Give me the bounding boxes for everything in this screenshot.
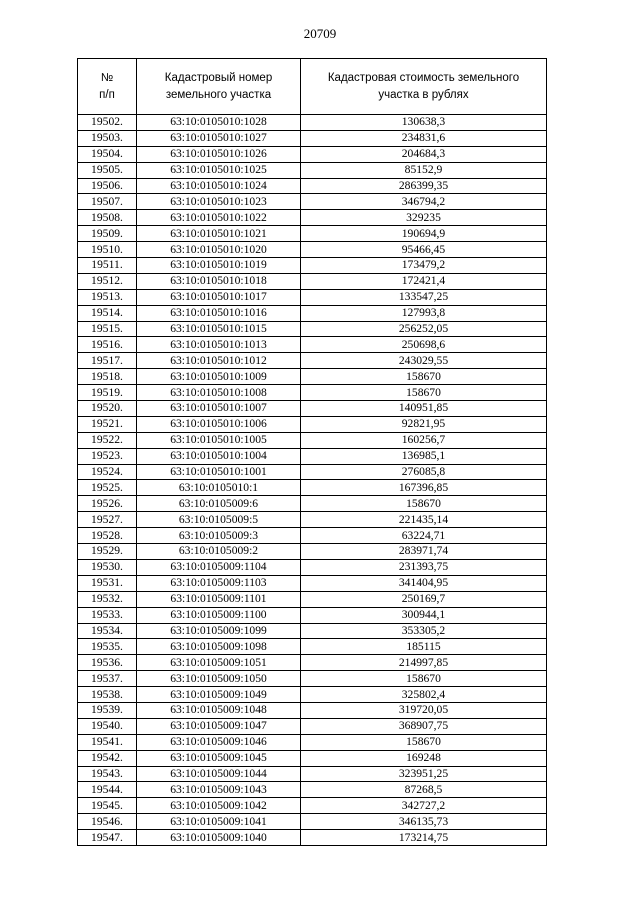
table-row [78,162,547,178]
cadastral-number-cell: 63:10:0105010:1022 [137,210,301,226]
cadastral-number-cell: 63:10:0105009:1101 [137,591,301,607]
row-number-cell: 19520. [78,401,137,417]
cadastral-value-table [77,58,547,846]
cadastral-number-cell: 63:10:0105009:1051 [137,655,301,671]
cadastral-number-cell: 63:10:0105010:1015 [137,321,301,337]
cadastral-value-cell: 346794,2 [301,194,547,210]
table-row [78,671,547,687]
cadastral-value-cell: 286399,35 [301,178,547,194]
row-number-cell: 19546. [78,814,137,830]
table-row [78,146,547,162]
row-number-cell: 19529. [78,544,137,560]
cadastral-value-cell: 276085,8 [301,464,547,480]
row-number-cell: 19521. [78,416,137,432]
cadastral-value-cell: 300944,1 [301,607,547,623]
row-number-cell: 19513. [78,289,137,305]
cadastral-value-cell: 250698,6 [301,337,547,353]
cadastral-number-cell: 63:10:0105010:1027 [137,130,301,146]
cadastral-number-cell: 63:10:0105009:5 [137,512,301,528]
cadastral-number-cell: 63:10:0105010:1004 [137,448,301,464]
cadastral-value-cell: 158670 [301,369,547,385]
row-number-cell: 19526. [78,496,137,512]
cadastral-number-cell: 63:10:0105009:1050 [137,671,301,687]
cadastral-number-cell: 63:10:0105009:1042 [137,798,301,814]
table-row [78,544,547,560]
table-row [78,210,547,226]
row-number-cell: 19508. [78,210,137,226]
cadastral-value-cell: 173214,75 [301,830,547,846]
cadastral-number-cell: 63:10:0105009:3 [137,528,301,544]
row-number-cell: 19519. [78,385,137,401]
row-number-cell: 19537. [78,671,137,687]
table-row [78,559,547,575]
cadastral-number-cell: 63:10:0105010:1013 [137,337,301,353]
cadastral-value-cell: 231393,75 [301,559,547,575]
header-row-number: № п/п [78,59,137,115]
cadastral-value-cell: 63224,71 [301,528,547,544]
cadastral-number-cell: 63:10:0105010:1017 [137,289,301,305]
row-number-cell: 19533. [78,607,137,623]
cadastral-number-cell: 63:10:0105010:1 [137,480,301,496]
table-row [78,655,547,671]
table-row [78,702,547,718]
table-row [78,496,547,512]
cadastral-value-cell: 87268,5 [301,782,547,798]
cadastral-value-cell: 190694,9 [301,226,547,242]
cadastral-number-cell: 63:10:0105009:1046 [137,734,301,750]
table-row [78,464,547,480]
cadastral-number-cell: 63:10:0105010:1026 [137,146,301,162]
table-row [78,591,547,607]
cadastral-value-cell: 204684,3 [301,146,547,162]
table-row [78,718,547,734]
cadastral-number-cell: 63:10:0105009:1049 [137,687,301,703]
row-number-cell: 19504. [78,146,137,162]
row-number-cell: 19512. [78,273,137,289]
cadastral-number-cell: 63:10:0105010:1005 [137,432,301,448]
table-row [78,734,547,750]
table-row [78,289,547,305]
row-number-cell: 19509. [78,226,137,242]
row-number-cell: 19540. [78,718,137,734]
row-number-cell: 19503. [78,130,137,146]
cadastral-value-cell: 319720,05 [301,702,547,718]
cadastral-value-cell: 167396,85 [301,480,547,496]
row-number-cell: 19542. [78,750,137,766]
row-number-cell: 19532. [78,591,137,607]
cadastral-value-cell: 85152,9 [301,162,547,178]
cadastral-number-cell: 63:10:0105010:1028 [137,115,301,131]
cadastral-value-cell: 214997,85 [301,655,547,671]
row-number-cell: 19523. [78,448,137,464]
cadastral-number-cell: 63:10:0105009:1040 [137,830,301,846]
table-row [78,639,547,655]
cadastral-value-cell: 243029,55 [301,353,547,369]
table-row [78,528,547,544]
table-row [78,321,547,337]
table-header-row [78,59,547,115]
cadastral-number-cell: 63:10:0105010:1018 [137,273,301,289]
cadastral-value-cell: 346135,73 [301,814,547,830]
header-cadastral-number: Кадастровый номер земельного участка [137,59,301,115]
cadastral-number-cell: 63:10:0105010:1019 [137,258,301,274]
cadastral-number-cell: 63:10:0105009:1104 [137,559,301,575]
table-body [78,115,547,846]
table-row [78,687,547,703]
cadastral-number-cell: 63:10:0105009:1100 [137,607,301,623]
table-row [78,242,547,258]
cadastral-value-cell: 323951,25 [301,766,547,782]
cadastral-value-cell: 92821,95 [301,416,547,432]
cadastral-value-cell: 169248 [301,750,547,766]
cadastral-number-cell: 63:10:0105009:1047 [137,718,301,734]
cadastral-number-cell: 63:10:0105010:1009 [137,369,301,385]
page-number: 20709 [303,26,337,41]
table-row [78,480,547,496]
cadastral-number-cell: 63:10:0105009:1098 [137,639,301,655]
table-row [78,258,547,274]
cadastral-value-cell: 173479,2 [301,258,547,274]
cadastral-value-cell: 158670 [301,671,547,687]
cadastral-number-cell: 63:10:0105010:1023 [137,194,301,210]
header-cadastral-value: Кадастровая стоимость земельного участка в рублях [301,59,547,115]
table-row [78,607,547,623]
cadastral-number-cell: 63:10:0105010:1012 [137,353,301,369]
cadastral-number-cell: 63:10:0105010:1006 [137,416,301,432]
cadastral-number-cell: 63:10:0105010:1020 [137,242,301,258]
row-number-cell: 19524. [78,464,137,480]
row-number-cell: 19545. [78,798,137,814]
table-row [78,623,547,639]
table-row [78,814,547,830]
cadastral-number-cell: 63:10:0105009:1099 [137,623,301,639]
row-number-cell: 19528. [78,528,137,544]
table-row [78,766,547,782]
row-number-cell: 19538. [78,687,137,703]
cadastral-value-cell: 158670 [301,385,547,401]
cadastral-number-cell: 63:10:0105009:1048 [137,702,301,718]
table-row [78,750,547,766]
table-row [78,130,547,146]
cadastral-number-cell: 63:10:0105009:1043 [137,782,301,798]
table-row [78,432,547,448]
cadastral-value-cell: 234831,6 [301,130,547,146]
cadastral-value-cell: 250169,7 [301,591,547,607]
table-row [78,782,547,798]
row-number-cell: 19505. [78,162,137,178]
row-number-cell: 19518. [78,369,137,385]
table-row [78,273,547,289]
cadastral-number-cell: 63:10:0105010:1024 [137,178,301,194]
cadastral-value-cell: 127993,8 [301,305,547,321]
row-number-cell: 19531. [78,575,137,591]
cadastral-number-cell: 63:10:0105009:1045 [137,750,301,766]
table-row [78,512,547,528]
cadastral-value-cell: 136985,1 [301,448,547,464]
table-row [78,337,547,353]
row-number-cell: 19515. [78,321,137,337]
row-number-cell: 19516. [78,337,137,353]
cadastral-value-cell: 160256,7 [301,432,547,448]
cadastral-value-cell: 329235 [301,210,547,226]
table-row [78,416,547,432]
cadastral-number-cell: 63:10:0105010:1021 [137,226,301,242]
cadastral-number-cell: 63:10:0105009:2 [137,544,301,560]
row-number-cell: 19530. [78,559,137,575]
table-row [78,369,547,385]
cadastral-value-cell: 342727,2 [301,798,547,814]
cadastral-value-cell: 368907,75 [301,718,547,734]
table-row [78,194,547,210]
cadastral-value-cell: 256252,05 [301,321,547,337]
cadastral-value-cell: 158670 [301,496,547,512]
table-row [78,353,547,369]
cadastral-number-cell: 63:10:0105010:1016 [137,305,301,321]
row-number-cell: 19502. [78,115,137,131]
cadastral-value-cell: 353305,2 [301,623,547,639]
cadastral-value-cell: 185115 [301,639,547,655]
table-row [78,226,547,242]
table-row [78,401,547,417]
row-number-cell: 19522. [78,432,137,448]
cadastral-value-cell: 95466,45 [301,242,547,258]
cadastral-value-cell: 158670 [301,734,547,750]
cadastral-number-cell: 63:10:0105010:1008 [137,385,301,401]
row-number-cell: 19517. [78,353,137,369]
cadastral-value-cell: 133547,25 [301,289,547,305]
cadastral-number-cell: 63:10:0105009:1103 [137,575,301,591]
table-row [78,178,547,194]
row-number-cell: 19547. [78,830,137,846]
table-row [78,830,547,846]
cadastral-value-cell: 221435,14 [301,512,547,528]
cadastral-value-cell: 325802,4 [301,687,547,703]
cadastral-number-cell: 63:10:0105009:6 [137,496,301,512]
cadastral-number-cell: 63:10:0105009:1041 [137,814,301,830]
table-row [78,575,547,591]
cadastral-number-cell: 63:10:0105009:1044 [137,766,301,782]
cadastral-number-cell: 63:10:0105010:1025 [137,162,301,178]
row-number-cell: 19543. [78,766,137,782]
table-row [78,305,547,321]
row-number-cell: 19511. [78,258,137,274]
cadastral-value-cell: 140951,85 [301,401,547,417]
cadastral-value-cell: 130638,3 [301,115,547,131]
cadastral-value-cell: 172421,4 [301,273,547,289]
row-number-cell: 19525. [78,480,137,496]
table-row [78,798,547,814]
row-number-cell: 19535. [78,639,137,655]
row-number-cell: 19527. [78,512,137,528]
cadastral-value-cell: 341404,95 [301,575,547,591]
row-number-cell: 19539. [78,702,137,718]
row-number-cell: 19507. [78,194,137,210]
table-row [78,115,547,131]
row-number-cell: 19506. [78,178,137,194]
cadastral-value-cell: 283971,74 [301,544,547,560]
cadastral-number-cell: 63:10:0105010:1007 [137,401,301,417]
cadastral-number-cell: 63:10:0105010:1001 [137,464,301,480]
row-number-cell: 19544. [78,782,137,798]
row-number-cell: 19510. [78,242,137,258]
table-row [78,385,547,401]
row-number-cell: 19536. [78,655,137,671]
row-number-cell: 19534. [78,623,137,639]
row-number-cell: 19514. [78,305,137,321]
table-row [78,448,547,464]
row-number-cell: 19541. [78,734,137,750]
